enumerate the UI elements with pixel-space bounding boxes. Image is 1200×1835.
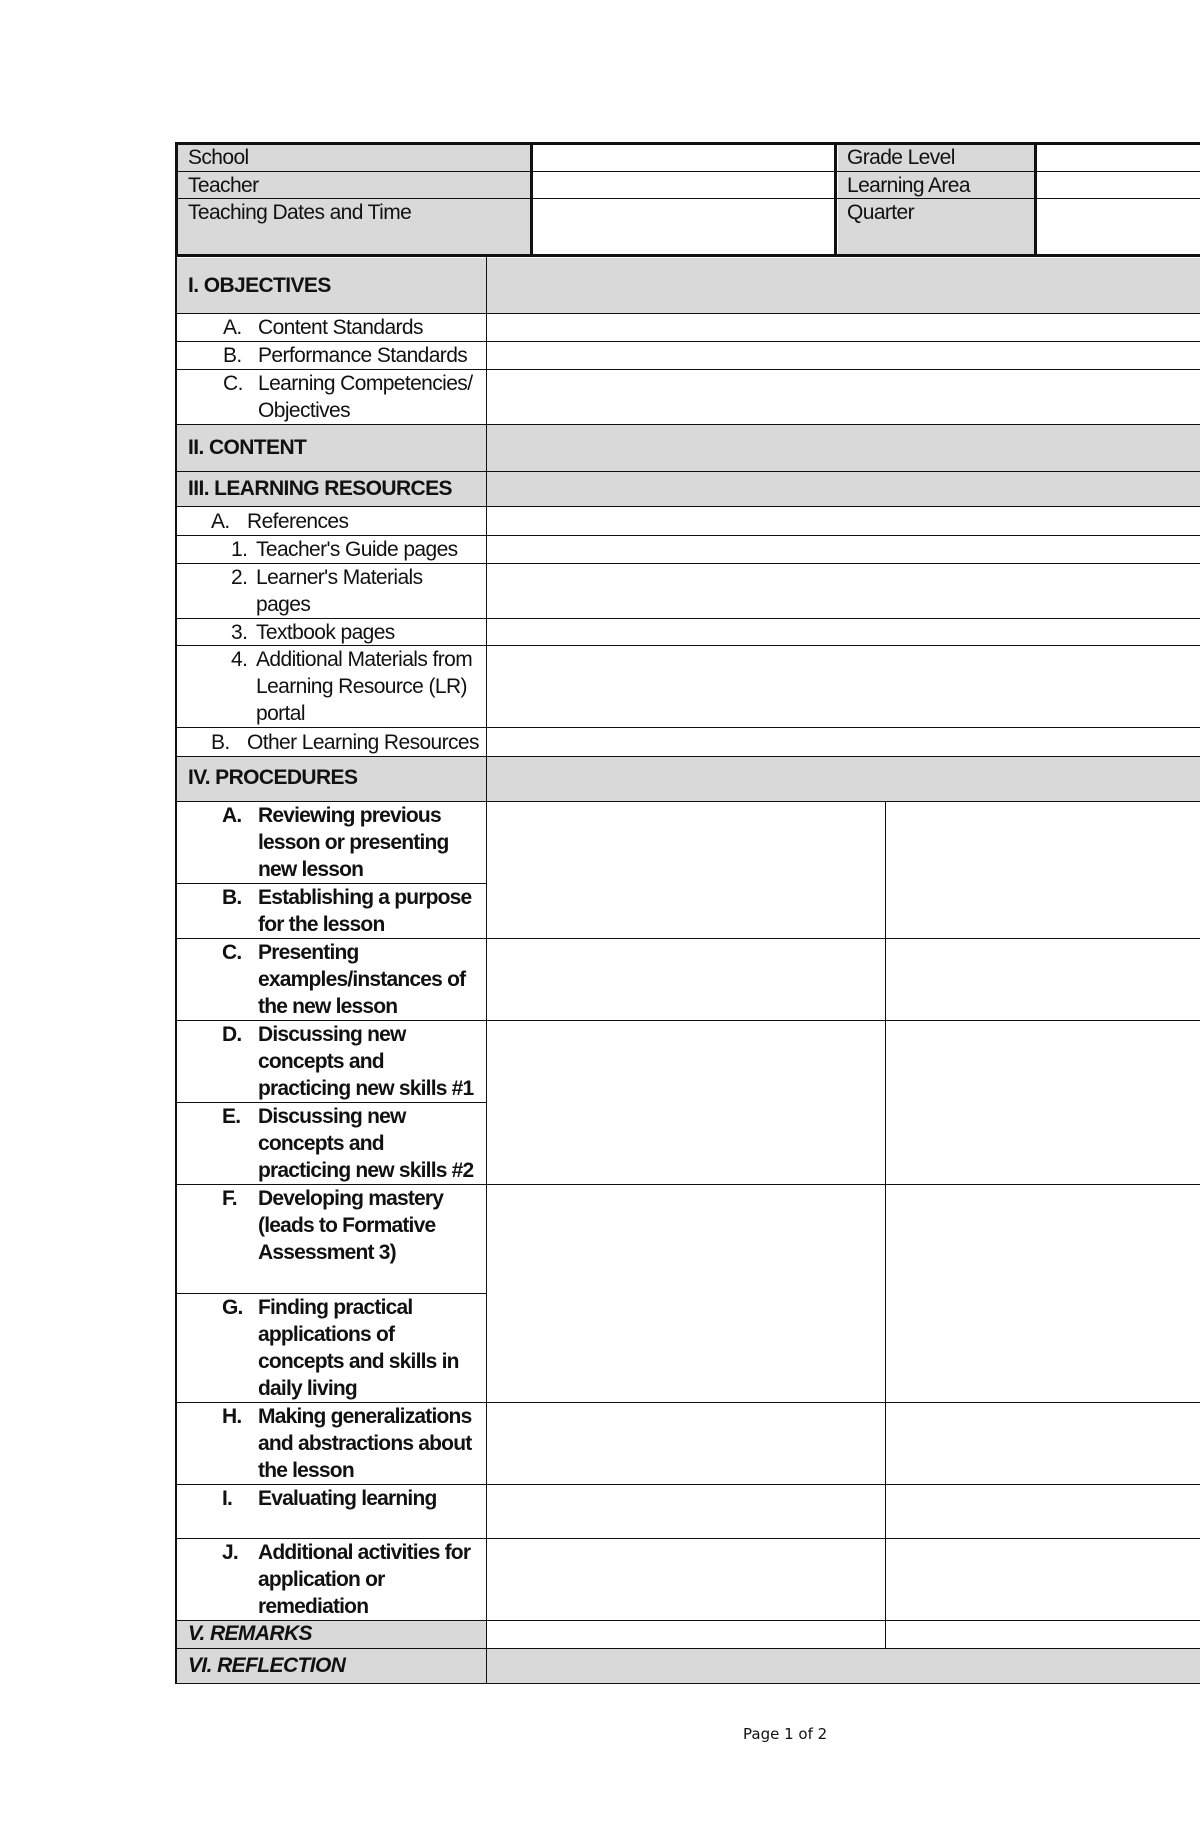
row-line [175, 369, 1200, 370]
area-label: Learning Area [847, 174, 970, 197]
partial-row-line [175, 883, 487, 884]
header-col-line [1034, 142, 1037, 257]
lesson-plan-page: School Teacher Teaching Dates and Time Grade Level Learning Area Quarter I. OBJECTIVES II. CONTENT III. LEARNING RESOURCES IV. PROCEDURES V. REMARKS VI. REFLECTION A. Content Standards B. Performance Standards C. Learning Competencies/ Objectives A. References 1. Teacher's Guide pages 2. Learner's Materials pages 3. Textbook pages 4. Additional Materials from Learning Resource (LR) portal B. Other Learning Resources A. Reviewing previous lesson or presenting new lesson B. Establishing a purpose for the lesson C. Presenting examples/instances of the new lesson D. Discussing new concepts and practicing new skills #1 E. Discussing new concepts and practicing new skills #2 F. Developing mastery (leads to Formative Assessment 3) G. Finding practical applications of concepts and skills in daily living H. Making generalizations and abstractions about the lesson I. Evaluating learning J. Additional activities for application or remediation Page 1 of 2 [0, 0, 1200, 1835]
grade-value-field[interactable] [1038, 144, 1200, 171]
row-line [175, 1484, 1200, 1485]
header-col-line [530, 142, 533, 257]
objectives-heading: I. OBJECTIVES [177, 258, 1200, 313]
area-value-field[interactable] [1038, 172, 1200, 198]
quarter-label: Quarter [847, 201, 914, 224]
row-line [175, 756, 1200, 757]
row-line [175, 535, 1200, 536]
procedure-column-divider [885, 801, 886, 1649]
page-number: Page 1 of 2 [743, 1725, 828, 1743]
teacher-label: Teacher [188, 174, 259, 197]
school-label: School [188, 146, 249, 169]
area-label-cell [838, 172, 1034, 198]
row-line [175, 1620, 1200, 1621]
row-line [175, 506, 1200, 507]
row-line [175, 938, 1200, 939]
header-row-line [175, 171, 1200, 172]
row-line [175, 645, 1200, 646]
row-line [175, 1648, 1200, 1649]
row-line [175, 424, 1200, 425]
row-line [175, 1020, 1200, 1021]
school-label-cell [177, 144, 530, 171]
partial-row-line [175, 1102, 487, 1103]
content-heading: II. CONTENT [177, 425, 1200, 471]
resources-heading: III. LEARNING RESOURCES [177, 472, 1200, 506]
header-row-line [175, 198, 1200, 199]
procedures-heading: IV. PROCEDURES [177, 757, 1200, 801]
reflection-heading: VI. REFLECTION [177, 1649, 1200, 1683]
dates-value-field[interactable] [534, 199, 834, 255]
row-line [175, 563, 1200, 564]
table-bottom-border [175, 1683, 1200, 1684]
row-line [175, 1402, 1200, 1403]
row-line [175, 727, 1200, 728]
row-line [175, 801, 1200, 802]
dates-label: Teaching Dates and Time [188, 201, 412, 224]
row-line [175, 1184, 1200, 1185]
header-col-line [834, 142, 837, 257]
quarter-label-cell [838, 199, 1034, 255]
partial-row-line [175, 1293, 487, 1294]
grade-label: Grade Level [847, 146, 955, 169]
remarks-heading: V. REMARKS [177, 1620, 486, 1648]
school-value-field[interactable] [534, 144, 834, 171]
teacher-value-field[interactable] [534, 172, 834, 198]
quarter-value-field[interactable] [1038, 199, 1200, 255]
header-col-line [175, 142, 178, 257]
header-bottom-border [175, 254, 1200, 257]
dates-label-cell [177, 199, 530, 255]
header-top-border [175, 142, 1200, 145]
teacher-label-cell [177, 172, 530, 198]
row-line [175, 471, 1200, 472]
row-line [175, 1538, 1200, 1539]
row-line [175, 618, 1200, 619]
row-line [175, 341, 1200, 342]
grade-label-cell [838, 144, 1034, 171]
row-line [175, 313, 1200, 314]
